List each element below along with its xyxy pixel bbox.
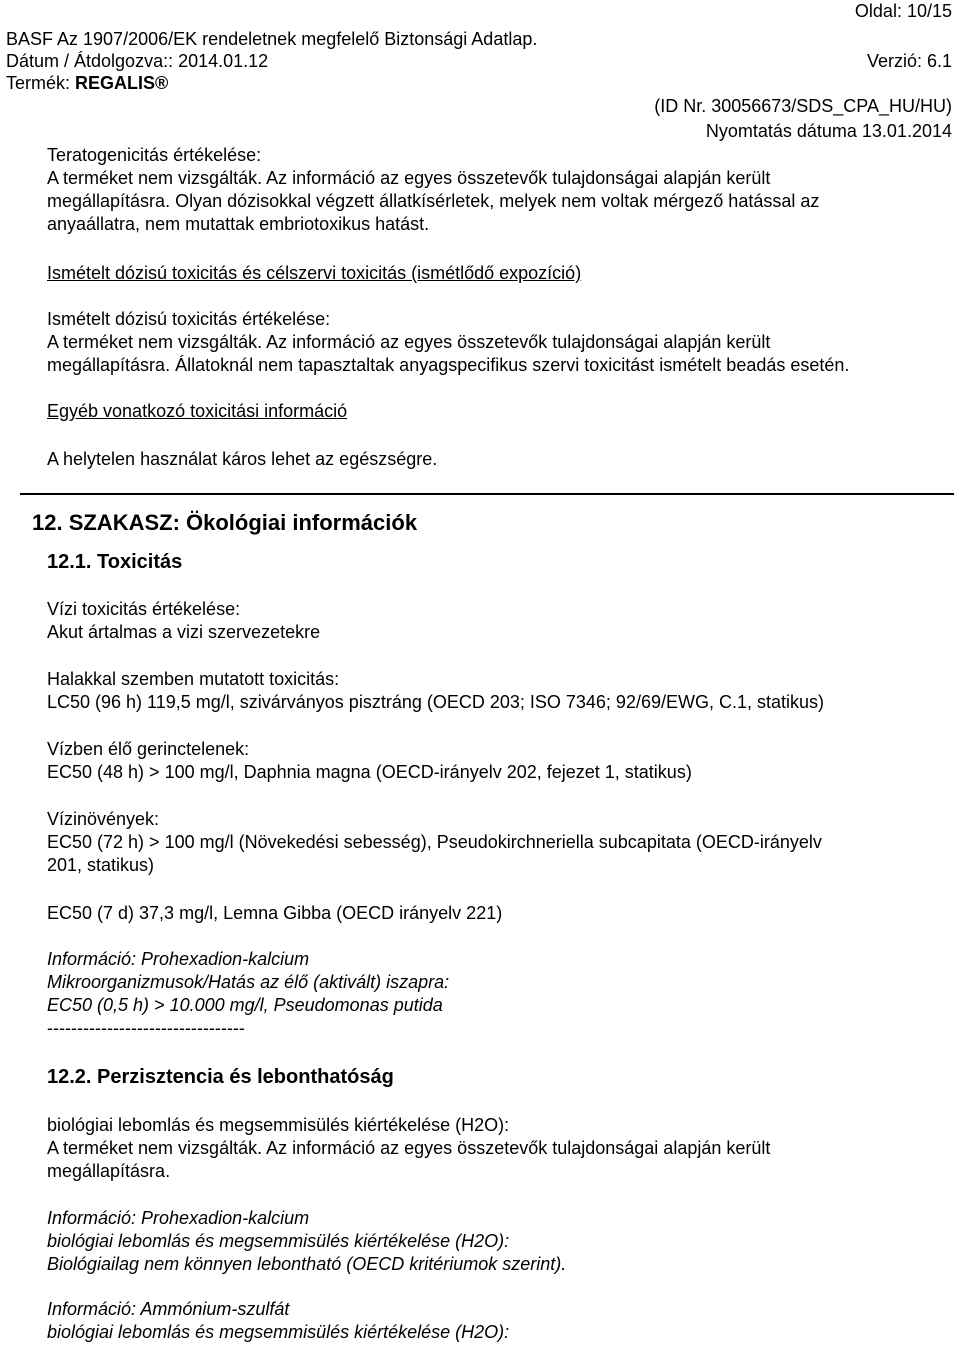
product-name: REGALIS® — [75, 73, 169, 93]
teratogenicity-block — [47, 144, 920, 236]
microorganisms-label: Mikroorganizmusok/Hatás az élő (aktivált) iszapra: — [47, 972, 450, 992]
biodegradation-block — [47, 1114, 920, 1183]
subsection-12-2-title: 12.2. Perzisztencia és lebonthatóság — [47, 1066, 394, 1088]
component-info-block-2 — [47, 1207, 920, 1276]
component-info-block-1 — [47, 948, 920, 1017]
version: Verzió: 6.1 — [866, 51, 952, 71]
document-title: BASF Az 1907/2006/EK rendeletnek megfelelő Biztonsági Adatlap. — [6, 29, 538, 49]
biodegradation-label: biológiai lebomlás és megsemmisülés kiértékelése (H2O): — [47, 1115, 510, 1135]
component-info-label-3: Információ: Ammónium-szulfát — [47, 1299, 290, 1319]
biodegradation-text-2: megállapításra. — [47, 1161, 171, 1181]
revision-date: Dátum / Átdolgozva:: 2014.01.12 — [6, 51, 269, 71]
subsection-12-1-title: 12.1. Toxicitás — [47, 551, 183, 573]
component-info-label-2: Információ: Prohexadion-kalcium — [47, 1208, 310, 1228]
component-biodegradation-label-2: biológiai lebomlás és megsemmisülés kiértékelése (H2O): — [47, 1231, 510, 1251]
invertebrates-text: EC50 (48 h) > 100 mg/l, Daphnia magna (OECD-irányelv 202, fejezet 1, statikus) — [47, 762, 692, 782]
invertebrates-block — [47, 738, 920, 784]
invertebrates-label: Vízben élő gerinctelenek: — [47, 739, 250, 759]
section-divider — [20, 493, 954, 495]
fish-toxicity-block — [47, 668, 920, 714]
other-toxicity-text: A helytelen használat káros lehet az egészségre. — [47, 449, 438, 469]
aquatic-toxicity-label: Vízi toxicitás értékelése: — [47, 599, 241, 619]
print-date: Nyomtatás dátuma 13.01.2014 — [705, 121, 952, 141]
teratogenicity-text-2: megállapításra. Olyan dózisokkal végzett állatkísérletek, melyek nem voltak mérgező hatással az — [47, 191, 820, 211]
product-line — [6, 72, 168, 94]
aquatic-plants-label: Vízinövények: — [47, 809, 160, 829]
repeated-dose-block — [47, 308, 920, 377]
component-info-block-3 — [47, 1298, 920, 1344]
component-biodegradation-label-3: biológiai lebomlás és megsemmisülés kiértékelése (H2O): — [47, 1322, 510, 1342]
teratogenicity-text-3: anyaállatra, nem mutattak embriotoxikus hatást. — [47, 214, 430, 234]
aquatic-plants-text-2: 201, statikus) — [47, 855, 155, 875]
teratogenicity-label: Teratogenicitás értékelése: — [47, 145, 262, 165]
product-label: Termék: — [6, 73, 76, 93]
aquatic-plants-block — [47, 808, 920, 877]
dashed-separator: --------------------------------- — [47, 1018, 245, 1038]
section-12-title: 12. SZAKASZ: Ökológiai információk — [32, 510, 418, 535]
repeated-dose-heading: Ismételt dózisú toxicitás és célszervi toxicitás (ismétlődő expozíció) — [47, 263, 582, 283]
component-biodegradation-text-2: Biológiailag nem könnyen lebontható (OECD kritériumok szerint). — [47, 1254, 567, 1274]
component-info-label-1: Információ: Prohexadion-kalcium — [47, 949, 310, 969]
teratogenicity-text-1: A terméket nem vizsgálták. Az információ az egyes összetevők tulajdonságai alapján került — [47, 168, 771, 188]
biodegradation-text-1: A terméket nem vizsgálták. Az információ az egyes összetevők tulajdonságai alapján került — [47, 1138, 771, 1158]
page-number: Oldal: 10/15 — [854, 1, 952, 21]
document-id: (ID Nr. 30056673/SDS_CPA_HU/HU) — [654, 96, 952, 116]
fish-toxicity-text: LC50 (96 h) 119,5 mg/l, szivárványos pisztráng (OECD 203; ISO 7346; 92/69/EWG, C.1, statikus) — [47, 692, 825, 712]
fish-toxicity-label: Halakkal szemben mutatott toxicitás: — [47, 669, 340, 689]
aquatic-toxicity-text: Akut ártalmas a vizi szervezetekre — [47, 622, 321, 642]
aquatic-plants-text-1: EC50 (72 h) > 100 mg/l (Növekedési sebesség), Pseudokirchneriella subcapitata (OECD-irányelv — [47, 832, 822, 852]
repeated-dose-text-1: A terméket nem vizsgálták. Az információ az egyes összetevők tulajdonságai alapján került — [47, 332, 771, 352]
lemna-text: EC50 (7 d) 37,3 mg/l, Lemna Gibba (OECD irányelv 221) — [47, 903, 503, 923]
aquatic-toxicity-block — [47, 598, 920, 644]
repeated-dose-text-2: megállapításra. Állatoknál nem tapasztaltak anyagspecifikus szervi toxicitást ismételt beadás esetén. — [47, 355, 850, 375]
microorganisms-text: EC50 (0,5 h) > 10.000 mg/l, Pseudomonas putida — [47, 995, 443, 1015]
repeated-dose-label: Ismételt dózisú toxicitás értékelése: — [47, 309, 331, 329]
other-toxicity-heading: Egyéb vonatkozó toxicitási információ — [47, 401, 348, 421]
